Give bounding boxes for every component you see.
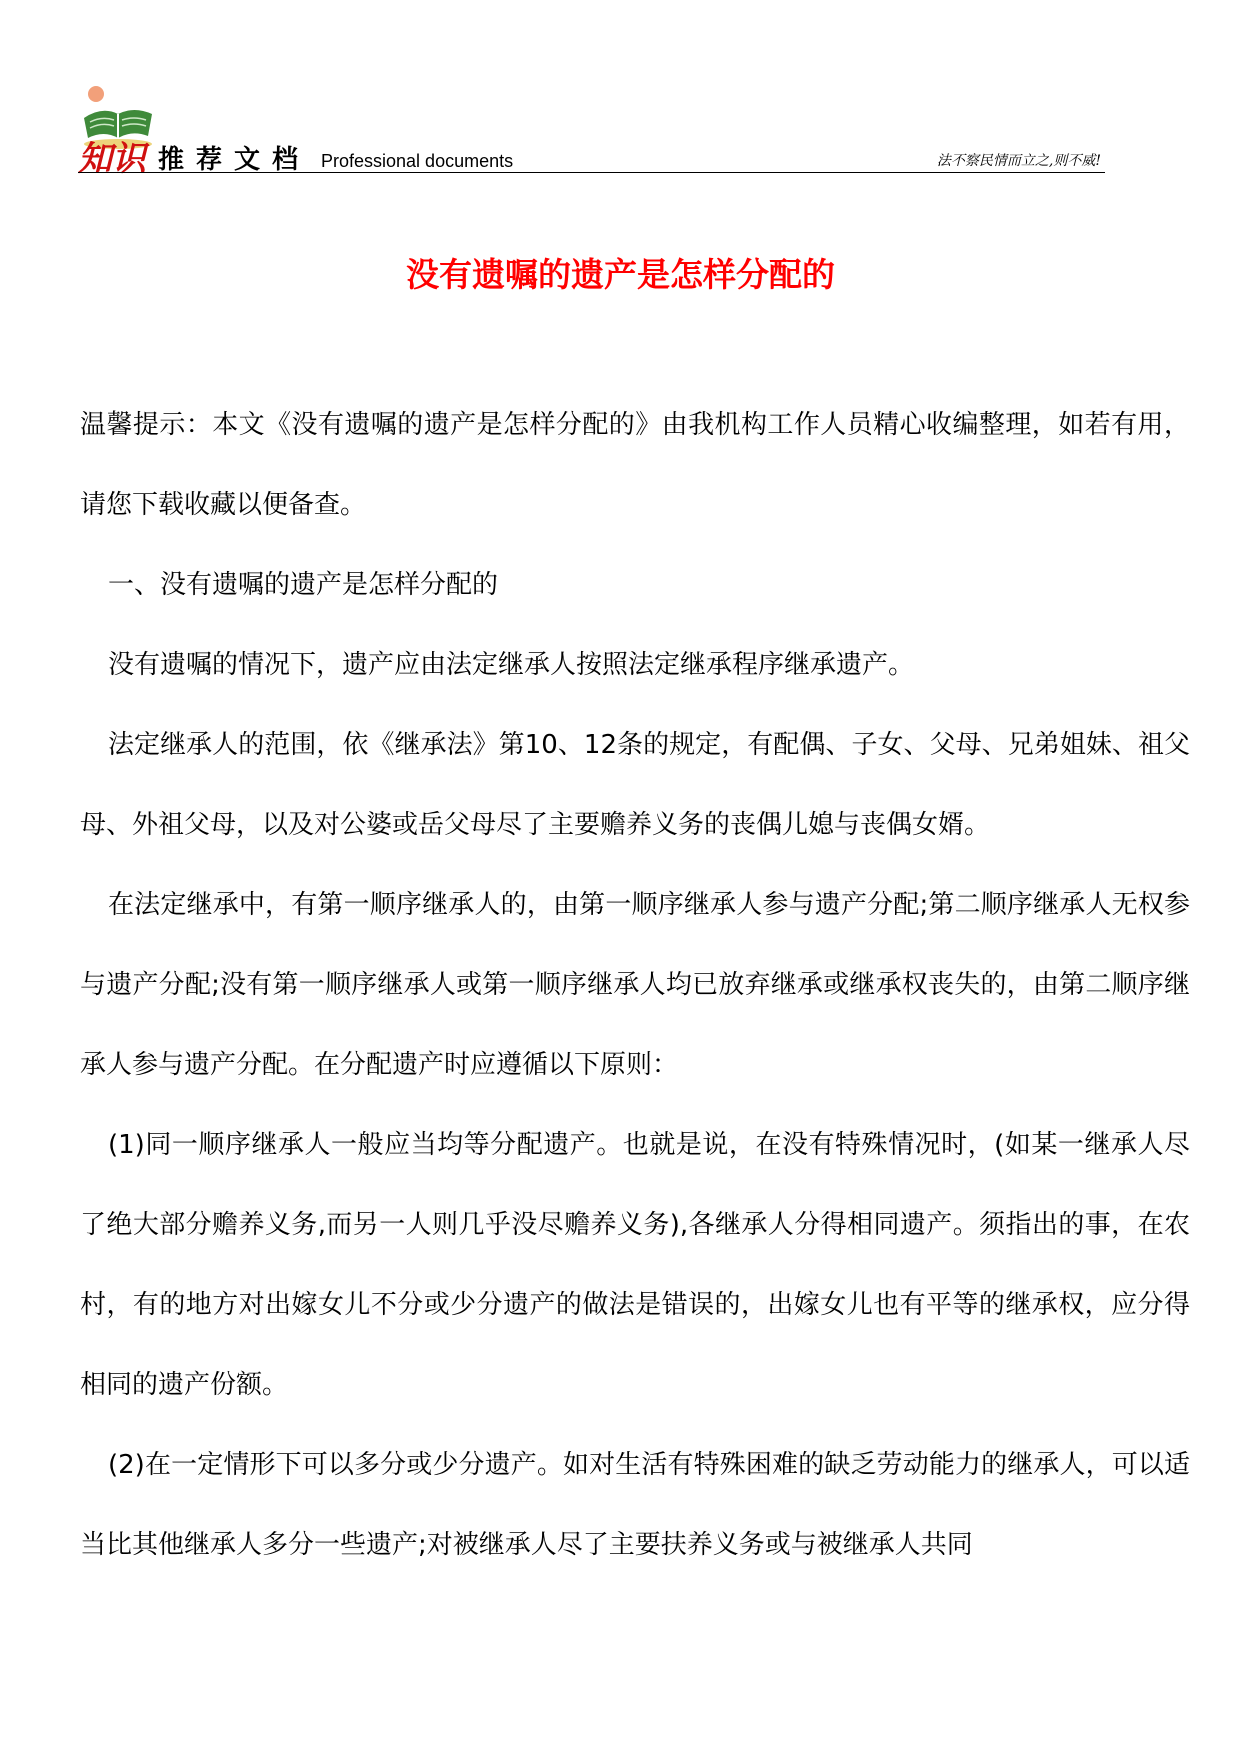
header-divider	[78, 172, 1105, 173]
header-motto: 法不察民情而立之,则不威!	[936, 153, 1101, 169]
body-paragraph: 法定继承人的范围，依《继承法》第10、12条的规定，有配偶、子女、父母、兄弟姐妹、祖父母、外祖父母，以及对公婆或岳父母尽了主要赡养义务的丧偶儿媳与丧偶女婿。	[80, 730, 1190, 840]
header-subtitle: Professional documents	[321, 151, 514, 171]
book-logo-icon	[78, 84, 158, 176]
body-paragraph: (2)在一定情形下可以多分或少分遗产。如对生活有特殊困难的缺乏劳动能力的继承人，可以适当比其他继承人多分一些遗产;对被继承人尽了主要扶养义务或与被继承人共同	[80, 1450, 1190, 1560]
page-header	[78, 84, 1105, 176]
section-heading: 一、没有遗嘱的遗产是怎样分配的	[108, 570, 499, 600]
body-paragraph: 在法定继承中，有第一顺序继承人的，由第一顺序继承人参与遗产分配;第二顺序继承人无权参与遗产分配;没有第一顺序继承人或第一顺序继承人均已放弃继承或继承权丧失的，由第二顺序继承人参与遗产分配。在分配遗产时应遵循以下原则：	[80, 890, 1190, 1080]
intro-paragraph: 温馨提示：本文《没有遗嘱的遗产是怎样分配的》由我机构工作人员精心收编整理，如若有用，请您下载收藏以便备查。	[80, 410, 1190, 520]
sun-icon	[88, 86, 104, 102]
body-paragraph: (1)同一顺序继承人一般应当均等分配遗产。也就是说，在没有特殊情况时，(如某一继承人尽了绝大部分赡养义务,而另一人则几乎没尽赡养义务),各继承人分得相同遗产。须指出的事，在农村，有的地方对出嫁女儿不分或少分遗产的做法是错误的，出嫁女儿也有平等的继承权，应分得相同的遗产份额。	[80, 1130, 1190, 1400]
document-body	[80, 385, 1190, 1585]
logo	[78, 84, 158, 176]
body-paragraph: 没有遗嘱的情况下，遗产应由法定继承人按照法定继承程序继承遗产。	[108, 650, 915, 680]
document-title: 没有遗嘱的遗产是怎样分配的	[406, 255, 835, 294]
header-title: 推荐文档	[158, 145, 311, 175]
logo-text: 知识	[78, 139, 146, 176]
